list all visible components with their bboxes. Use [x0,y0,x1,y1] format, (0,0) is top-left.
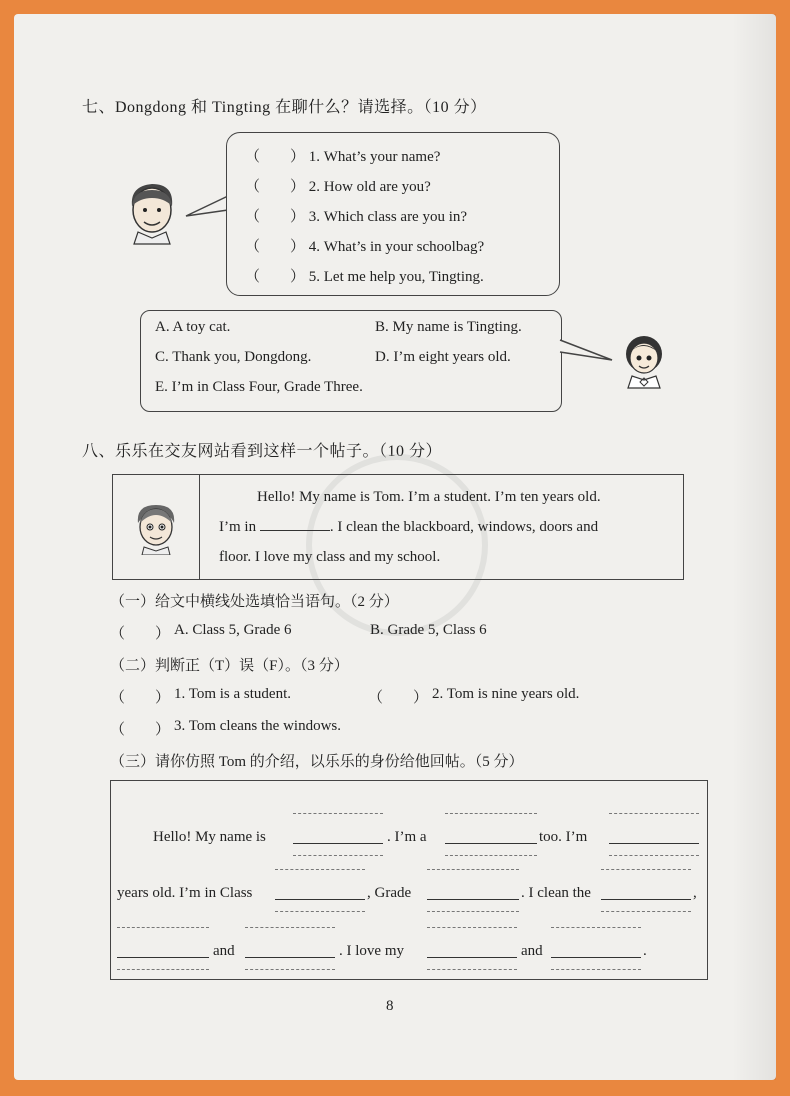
post-line-3: floor. I love my class and my school. [219,549,441,565]
question-row-5: （ ） 5. Let me help you, Tingting. [245,269,484,285]
part1-option-b: B. Grade 5, Class 6 [370,622,487,638]
reply-blank-clean-2[interactable] [117,957,209,958]
reply-text-r1c: too. I’m [539,829,588,845]
part1-title: （一）给文中横线处选填恰当语句。（2 分） [110,594,399,610]
answer-paren[interactable]: （ ） [245,239,306,255]
section7-title: 七、Dongdong 和 Tingting 在聊什么？请选择。（10 分） [82,99,487,116]
reply-box [110,780,708,980]
guide-dash [427,969,517,970]
answer-option-a: A. A toy cat. [155,319,231,335]
post-line-1: Hello! My name is Tom. I’m a student. I’m ten years old. [257,489,601,505]
guide-dash [427,911,519,912]
answer-bubble [140,310,562,412]
reply-blank-class[interactable] [275,899,365,900]
question-row-3: （ ） 3. Which class are you in? [245,209,468,225]
reply-text-r2a: years old. I’m in Class [117,885,253,901]
section8-title: 八、乐乐在交友网站看到这样一个帖子。（10 分） [82,443,443,460]
guide-dash [601,869,691,870]
reply-text-r3d: . [643,943,647,959]
reply-text-r2b: , Grade [367,885,412,901]
part2-title: （二）判断正（T）误（F）。（3 分） [110,658,349,674]
tom-avatar-icon [130,501,182,555]
answer-option-c: C. Thank you, Dongdong. [155,349,312,365]
bubble-tail-right [558,336,614,364]
post-blank[interactable] [260,530,330,531]
part2-q2-paren[interactable]: （ ） [368,690,429,706]
part2-q3-paren[interactable]: （ ） [110,722,171,738]
answer-option-e: E. I’m in Class Four, Grade Three. [155,379,363,395]
part2-q1: 1. Tom is a student. [174,686,292,702]
page-edge-shadow [732,14,776,1080]
guide-dash [445,813,537,814]
reply-text-r1b: . I’m a [387,829,427,845]
question-row-2: （ ） 2. How old are you? [245,179,431,195]
question-row-4: （ ） 4. What’s in your schoolbag? [245,239,485,255]
guide-dash [551,927,641,928]
reply-blank-age[interactable] [609,843,699,844]
reply-blank-name[interactable] [293,843,383,844]
reply-blank-love-2[interactable] [551,957,641,958]
answer-option-d: D. I’m eight years old. [375,349,511,365]
part2-q3: 3. Tom cleans the windows. [174,718,341,734]
reply-blank-clean-1[interactable] [601,899,691,900]
guide-dash [275,869,365,870]
answer-paren[interactable]: （ ） [245,269,306,285]
reply-blank-love-1[interactable] [427,957,517,958]
reply-text-r3a: and [213,943,235,959]
part1-paren[interactable]: （ ） [110,626,171,642]
guide-dash [245,927,335,928]
reply-text-r1a: Hello! My name is [153,829,266,845]
part2-q2: 2. Tom is nine years old. [432,686,580,702]
post-line-2: I’m in . I clean the blackboard, windows, doors and [219,519,599,535]
page-number: 8 [386,998,394,1014]
post-avatar-cell [113,475,200,579]
reply-text-r3c: and [521,943,543,959]
boy-dongdong-icon [118,176,188,246]
answer-paren[interactable]: （ ） [245,179,306,195]
reply-blank-grade[interactable] [427,899,519,900]
guide-dash [551,969,641,970]
question-bubble [226,132,560,296]
guide-dash [293,855,383,856]
guide-dash [427,869,519,870]
forum-post-box [112,474,684,580]
reply-text-r2d: , [693,885,697,901]
answer-paren[interactable]: （ ） [245,149,306,165]
guide-dash [427,927,517,928]
guide-dash [275,911,365,912]
guide-dash [609,855,699,856]
bubble-tail-left [184,194,230,224]
part2-q1-paren[interactable]: （ ） [110,690,171,706]
guide-dash [117,927,209,928]
guide-dash [293,813,383,814]
part1-option-a: A. Class 5, Grade 6 [174,622,292,638]
guide-dash [445,855,537,856]
answer-paren[interactable]: （ ） [245,209,306,225]
answer-option-b: B. My name is Tingting. [375,319,522,335]
guide-dash [609,813,699,814]
reply-text-r2c: . I clean the [521,885,591,901]
part3-title: （三）请你仿照 Tom 的介绍，以乐乐的身份给他回帖。（5 分） [110,754,524,770]
reply-blank-job[interactable] [445,843,537,844]
guide-dash [117,969,209,970]
reply-blank-clean-3[interactable] [245,957,335,958]
worksheet-page [14,14,776,1080]
guide-dash [601,911,691,912]
girl-tingting-icon [614,330,674,390]
reply-text-r3b: . I love my [339,943,404,959]
guide-dash [245,969,335,970]
question-row-1: （ ） 1. What’s your name? [245,149,441,165]
